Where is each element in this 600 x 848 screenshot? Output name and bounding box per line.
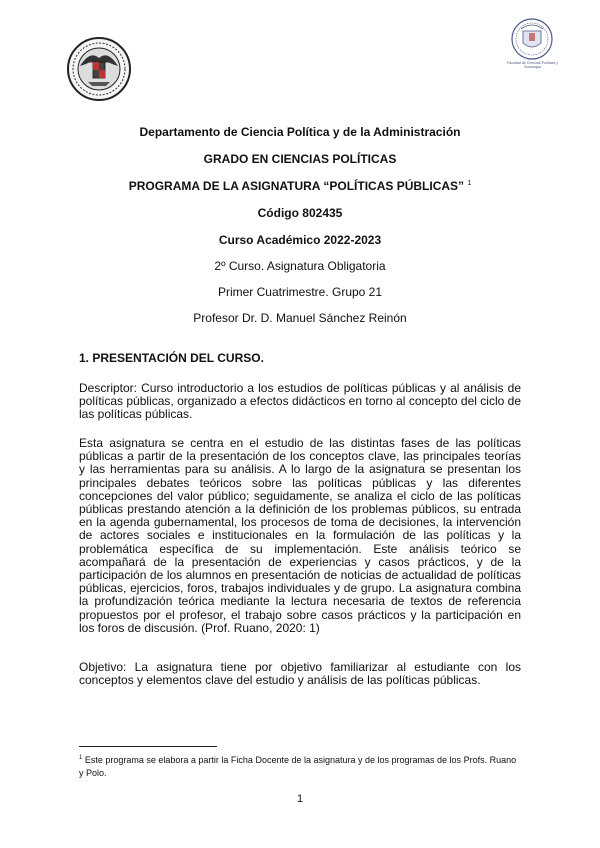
department-title: Departamento de Ciencia Política y de la Administración xyxy=(139,125,461,139)
footnote-mark: 1 xyxy=(79,755,83,761)
degree-title: GRADO EN CIENCIAS POLÍTICAS xyxy=(203,152,397,166)
program-title xyxy=(0,179,600,193)
page-number: 1 xyxy=(296,793,304,805)
ucm-seal-icon xyxy=(66,36,132,102)
footnote xyxy=(79,752,521,780)
footnote-divider xyxy=(79,746,217,747)
academic-year: Curso Académico 2022-2023 xyxy=(218,233,382,247)
term-group: Primer Cuatrimestre. Grupo 21 xyxy=(217,285,383,299)
course-code: Código 802435 xyxy=(257,206,343,220)
section-heading: 1. PRESENTACIÓN DEL CURSO. xyxy=(79,351,264,365)
program-title-text: PROGRAMA DE LA ASIGNATURA “POLÍTICAS PÚBLICAS” xyxy=(128,179,465,193)
faculty-emblem-icon xyxy=(503,17,561,79)
professor-name: Profesor Dr. D. Manuel Sánchez Reinón xyxy=(193,311,407,325)
course-type: 2º Curso. Asignatura Obligatoria xyxy=(214,259,386,273)
footnote-text: Este programa se elabora a partir la Ficha Docente de la asignatura y de los programas de los Profs. Ruano y Polo. xyxy=(79,755,517,778)
faculty-emblem-caption: Facultad de Ciencias Políticas y Sociología xyxy=(507,61,558,70)
body-paragraph: Esta asignatura se centra en el estudio de las distintas fases de las políticas públicas a partir de la presentación de los conceptos clave, las principales teorías y las herramientas para su análisis. A lo largo de la asignatura se presentan los principales debates teóricos sobre las políticas públicas y las diferentes concepciones del valor público; seguidamente, se analiza el ciclo de las políticas públicas prestando atención a la definición de los problemas públicos, su entrada en la agenda gubernamental, los procesos de toma de decisiones, la intervención de actores sociales e institucionales en la formulación de las políticas y la problemática específica de su implementación. Este análisis teórico se acompañará de la presentación de experiencias y casos prácticos, y de la participación de los alumnos en presentación de noticias de actualidad de políticas públicas, ejercicios, foros, trabajos individuales y de grupo. La asignatura combina la profundización teórica mediante la lectura necesaria de textos de referencia propuestos por el profesor, el trabajo sobre casos prácticos y la participación en los foros de discusión. (Prof. Ruano, 2020: 1) xyxy=(79,436,521,635)
footnote-reference[interactable]: 1 xyxy=(467,180,472,187)
descriptor-paragraph: Descriptor: Curso introductorio a los estudios de políticas públicas y al análisis de políticas públicas, organizado a efectos didácticos en torno al concepto del ciclo de las políticas públicas. xyxy=(79,381,521,422)
objective-paragraph: Objetivo: La asignatura tiene por objetivo familiarizar al estudiante con los conceptos y elementos clave del estudio y análisis de las políticas públicas. xyxy=(79,660,521,688)
